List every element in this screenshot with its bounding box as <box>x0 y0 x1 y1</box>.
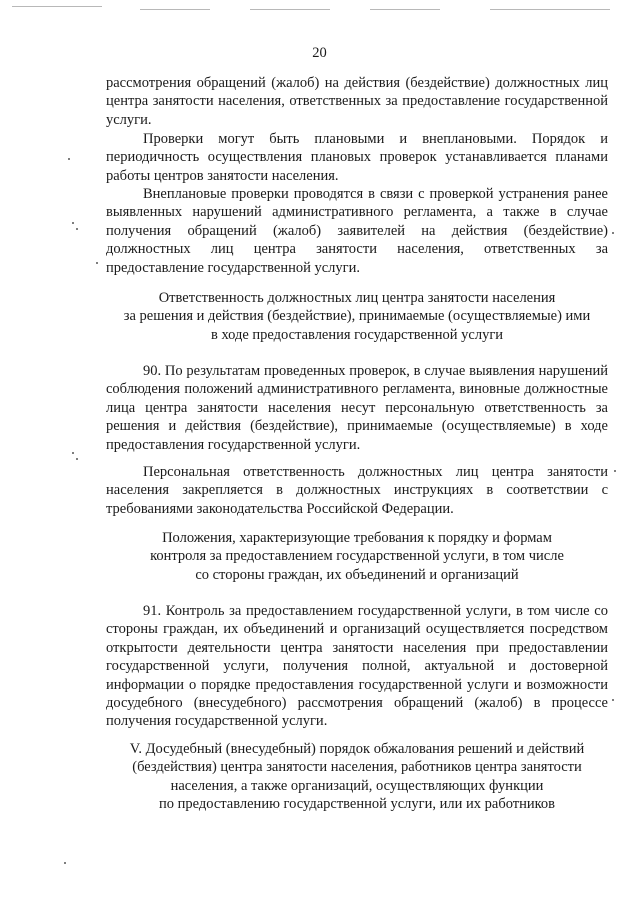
paragraph-text: Проверки могут быть плановыми и внеплановыми. Порядок и периодичность осуществления плановых проверок устанавливается планами работы центров занятости населения. <box>106 131 608 184</box>
scan-artifact-line <box>370 9 440 10</box>
paragraph-91 <box>106 602 608 731</box>
heading-line: за решения и действия (бездействие), принимаемые (осуществляемые) ими <box>123 308 591 325</box>
paragraph-text: Персональная ответственность должностных лиц центра занятости населения закрепляется в должностных инструкциях в соответствии с требованиями законодательства Российской Федерации. <box>106 464 608 517</box>
heading-line: (бездействия) центра занятости населения, работников центра занятости <box>132 759 582 776</box>
page-number: 20 <box>312 45 327 61</box>
scan-artifact-line <box>140 9 210 10</box>
scan-artifact-line <box>250 9 330 10</box>
paragraph-unscheduled-inspections <box>106 185 608 277</box>
paragraph-personal-responsibility <box>106 463 608 518</box>
scan-artifact-line <box>12 6 102 7</box>
heading-line: Ответственность должностных лиц центра занятости населения <box>158 290 556 306</box>
paragraph-text: рассмотрения обращений (жалоб) на действия (бездействие) должностных лиц центра занятости населения, ответственных за предоставление государственной услуги. <box>106 75 608 128</box>
heading-line: по предоставлению государственной услуги, или их работников <box>158 796 556 813</box>
paragraph-90 <box>106 362 608 454</box>
section-heading-control-requirements <box>100 529 614 584</box>
scan-speck <box>96 262 98 264</box>
paragraph-inspections <box>106 130 608 185</box>
paragraph-text: 91. Контроль за предоставлением государственной услуги, в том числе со стороны граждан, их объединений и организаций осуществляется посредством открытости деятельности центра занятости населения при предоставлении государственной услуги, получения полной, актуальной и достоверной информации о порядке предоставления государственной услуги и возможности досудебного (внесудебного) рассмотрения обращений (жалоб) в процессе получения государственной услуги. <box>106 603 608 730</box>
scan-speck <box>76 458 78 460</box>
heading-line: населения, а также организаций, осуществляющих функции <box>170 777 544 794</box>
scan-speck <box>612 232 614 234</box>
paragraph-continuation <box>106 74 608 129</box>
scan-speck <box>68 158 70 160</box>
scan-speck <box>614 470 616 472</box>
heading-line: со стороны граждан, их объединений и организаций <box>195 566 519 583</box>
scan-artifact-line <box>490 9 610 10</box>
scan-speck <box>72 452 74 454</box>
scan-speck <box>612 699 614 701</box>
paragraph-text: 90. По результатам проведенных проверок, в случае выявления нарушений соблюдения положений административного регламента, виновные должностные лица центра занятости населения несут персональную ответственность за решения и действия (бездействие), принимаемые (осуществляемые) в ходе предоставления государственной услуги. <box>106 363 608 453</box>
heading-line: в ходе предоставления государственной услуги <box>210 326 504 343</box>
section-heading-responsibility <box>100 289 614 344</box>
scan-speck <box>64 862 66 864</box>
section-heading-v-appeal <box>100 740 614 814</box>
paragraph-text: Внеплановые проверки проводятся в связи с проверкой устранения ранее выявленных нарушений административного регламента, а также в случае получения обращений (жалоб) заявителей на действия (бездействие) должностных лиц центра занятости населения, ответственных за предоставление государственной услуги. <box>106 186 608 276</box>
scan-speck <box>72 222 74 224</box>
heading-line: Положения, характеризующие требования к порядку и формам <box>162 530 552 546</box>
heading-line: контроля за предоставлением государственной услуги, в том числе <box>150 548 564 565</box>
scan-speck <box>76 228 78 230</box>
heading-line: V. Досудебный (внесудебный) порядок обжалования решений и действий <box>129 741 585 757</box>
